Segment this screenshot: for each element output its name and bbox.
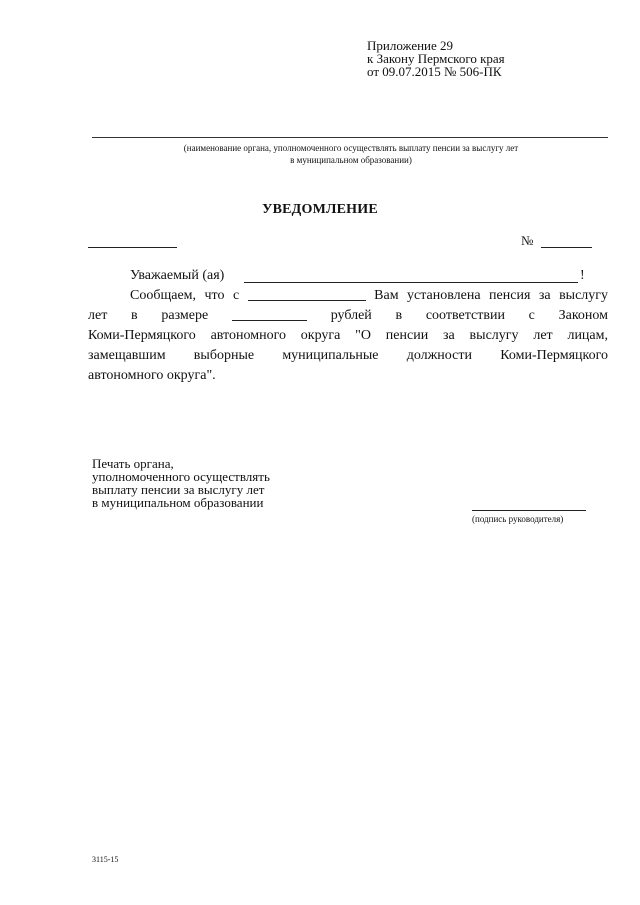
body-line-2	[88, 306, 608, 326]
org-name-field-line	[92, 137, 608, 138]
appendix-header	[367, 39, 505, 78]
body-line-1	[130, 286, 608, 306]
document-number: 3115-15	[92, 855, 119, 864]
body-line-2-end: рублей в соответствии с Законом	[330, 308, 609, 323]
body-line-5: автономного округа".	[88, 368, 216, 383]
stamp-line-3: выплату пенсии за выслугу лет	[92, 482, 265, 497]
recipient-name-field-line	[244, 282, 578, 283]
number-field-line	[541, 247, 592, 248]
date-field-line	[88, 247, 177, 248]
body-line-1-start: Сообщаем, что с	[130, 288, 240, 303]
appendix-line-3: от 09.07.2015 № 506-ПК	[367, 64, 502, 79]
greeting-text: Уважаемый (ая)	[130, 268, 225, 283]
body-line-1-end: Вам установлена пенсия за выслугу	[374, 288, 609, 303]
body-line-2-start: лет в размере	[88, 308, 209, 323]
document-title: УВЕДОМЛЕНИЕ	[262, 202, 378, 217]
stamp-block	[92, 457, 270, 509]
org-caption-line-1: (наименование органа, уполномоченного осуществлять выплату пенсии за выслугу лет	[183, 143, 519, 153]
pension-amount-blank	[232, 306, 307, 321]
org-caption-line-2: в муниципальном образовании)	[290, 155, 412, 165]
body-line-4: замещавшим выборные муниципальные должности Коми-Пермяцкого	[88, 348, 608, 363]
stamp-line-4: в муниципальном образовании	[92, 495, 264, 510]
number-label: №	[521, 233, 534, 248]
pension-start-date-blank	[248, 286, 366, 301]
signature-field-line	[472, 510, 586, 511]
greeting-exclamation: !	[580, 268, 585, 283]
signature-caption: (подпись руководителя)	[472, 514, 564, 524]
appendix-line-1: Приложение 29	[367, 38, 454, 53]
stamp-line-2: уполномоченного осуществлять	[92, 469, 270, 484]
org-name-caption	[150, 142, 552, 166]
body-line-3: Коми-Пермяцкого автономного округа "О пенсии за выслугу лет лицам,	[88, 328, 608, 343]
stamp-line-1: Печать органа,	[92, 456, 174, 471]
appendix-line-2: к Закону Пермского края	[367, 51, 505, 66]
